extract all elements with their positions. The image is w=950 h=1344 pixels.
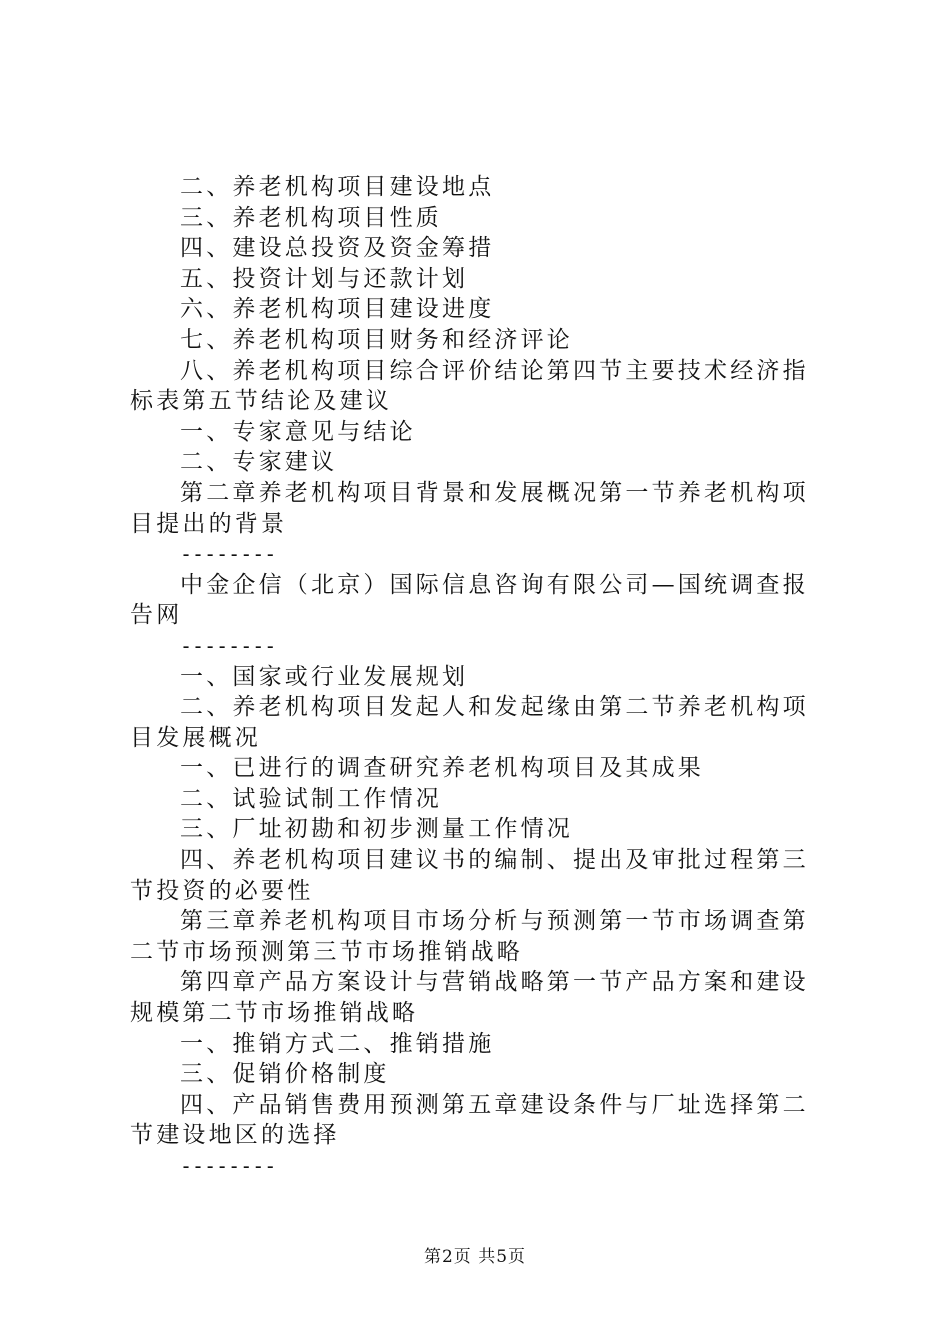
document-body <box>130 172 830 1182</box>
line-24: 四、产品销售费用预测第五章建设条件与厂址选择第二节建设地区的选择 <box>130 1091 809 1149</box>
line-20: 第三章养老机构项目市场分析与预测第一节市场调查第二节市场预测第三节市场推销战略 <box>130 908 809 965</box>
line-21: 第四章产品方案设计与营销战略第一节产品方案和建设规模第二节市场推销战略 <box>130 969 809 1027</box>
dash-separator-3: -------- <box>180 1154 277 1178</box>
line-22: 一、推销方式二、推销措施 <box>180 1030 495 1057</box>
line-2: 三、养老机构项目性质 <box>180 204 442 231</box>
line-17: 二、试验试制工作情况 <box>180 785 442 812</box>
line-3: 四、建设总投资及资金筹措 <box>180 235 495 262</box>
line-4: 五、投资计划与还款计划 <box>180 265 469 292</box>
line-18: 三、厂址初勘和初步测量工作情况 <box>180 816 573 843</box>
line-7: 八、养老机构项目综合评价结论第四节主要技术经济指标表第五节结论及建议 <box>130 357 809 415</box>
line-19: 四、养老机构项目建议书的编制、提出及审批过程第三节投资的必要性 <box>130 847 809 904</box>
line-10: 第二章养老机构项目背景和发展概况第一节养老机构项目提出的背景 <box>130 479 809 537</box>
line-12: 中金企信（北京）国际信息咨询有限公司—国统调查报告网 <box>130 571 809 629</box>
line-1: 二、养老机构项目建设地点 <box>180 174 495 200</box>
line-8: 一、专家意见与结论 <box>180 418 416 445</box>
dash-separator-2: -------- <box>180 633 277 658</box>
page-footer: 第2页 共5页 <box>423 1247 527 1267</box>
line-16: 一、已进行的调查研究养老机构项目及其成果 <box>180 755 704 782</box>
line-23: 三、促销价格制度 <box>180 1061 390 1088</box>
dash-separator-1: -------- <box>180 542 277 567</box>
line-9: 二、专家建议 <box>180 449 338 476</box>
line-15: 二、养老机构项目发起人和发起缘由第二节养老机构项目发展概况 <box>130 694 809 751</box>
line-6: 七、养老机构项目财务和经济评论 <box>180 326 573 353</box>
line-14: 一、国家或行业发展规划 <box>180 663 469 690</box>
line-5: 六、养老机构项目建设进度 <box>180 296 495 323</box>
